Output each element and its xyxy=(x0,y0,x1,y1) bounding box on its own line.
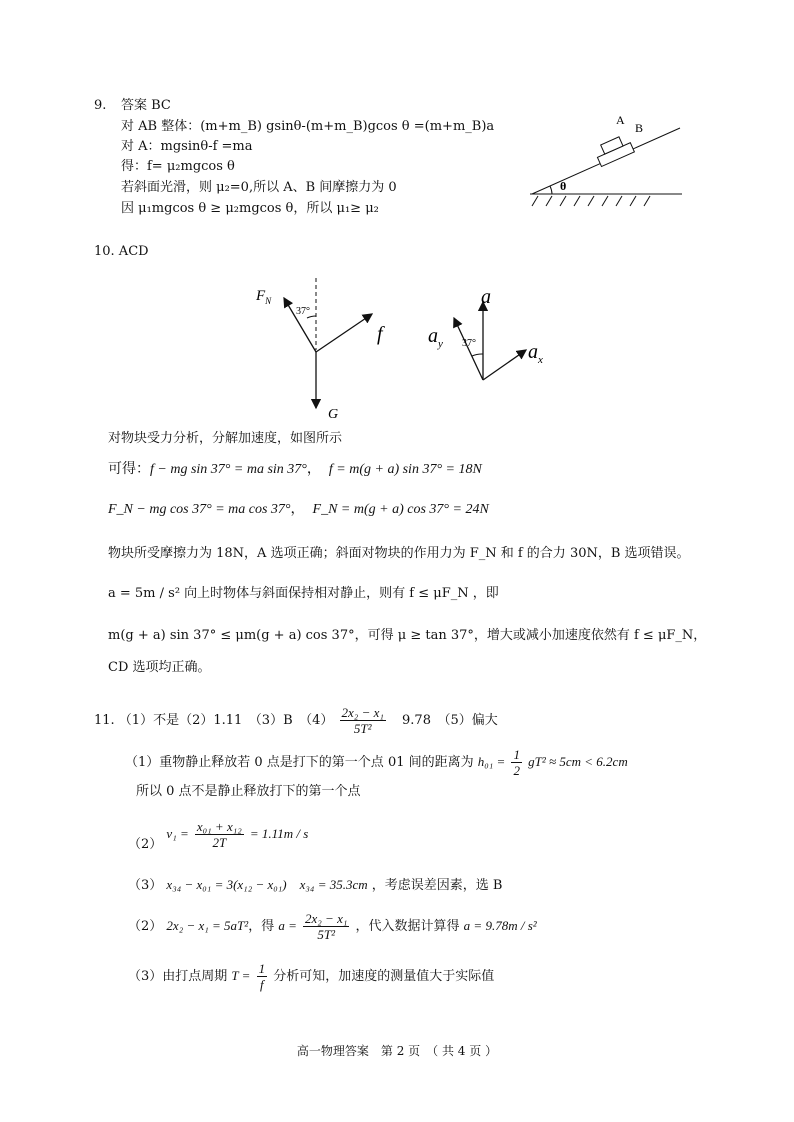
q9-line1: 对 AB 整体：(m+m_B) gsinθ-(m+m_B)gcos θ =(m+m_B)a xyxy=(121,119,495,134)
q10-para4: CD 选项均正确。 xyxy=(108,660,211,675)
q11-step3: （3） x₃₄ − x₀₁ = 3(x₁₂ − x₀₁) x₃₄ = 35.3cm ，考虑误差因素，选 B xyxy=(128,877,503,893)
accel-ay-arrow xyxy=(454,318,483,380)
q10-intro: 对物块受力分析，分解加速度，如图所示 xyxy=(108,431,343,446)
q9-line5: 因 μ₁mgcos θ ≥ μ₂mgcos θ，所以 μ₁≥ μ₂ xyxy=(121,201,379,216)
svg-text:ay: $a_y$ xyxy=(428,325,443,350)
svg-text:G: G xyxy=(328,407,339,422)
q10-eq1: 可得：f − mg sin 37° = ma sin 37°， f = m(g + a) sin 37° = 18N xyxy=(108,461,482,477)
q10-eq2: F_N − mg cos 37° = ma cos 37°， F_N = m(g + a) cos 37° = 24N xyxy=(108,501,489,517)
svg-text:a: a xyxy=(481,286,491,308)
q11-step1-conclusion: 所以 0 点不是静止释放打下的第一个点 xyxy=(136,784,361,799)
q9-line2: 对 A：mgsinθ-f =ma xyxy=(121,139,253,154)
q10-para1: 物块所受摩擦力为 18N，A 选项正确；斜面对物块的作用力为 F_N 和 f 的合力 30N，B 选项错误。 xyxy=(108,546,690,561)
q9-line4: 若斜面光滑，则 μ₂=0,所以 A、B 间摩擦力为 0 xyxy=(121,180,397,195)
q11-step2: （2） v₁ = $\frac{\text{x₀₁ + x₁₂}}{2T}$ = 1.11m / s xyxy=(128,819,309,852)
svg-text:FN: $F_N$ xyxy=(256,288,272,306)
q10-para3: m(g + a) sin 37° ≤ μm(g + a) cos 37°，可得 μ ≥ tan 37°，增大或减小加速度依然有 f ≤ μF_N， xyxy=(108,628,707,643)
incline-diagram xyxy=(520,110,690,215)
friction-arrow xyxy=(316,314,372,352)
q11-step4: （2） 2x₂ − x₁ = 5aT²，得 a = $\frac{\text{2x₂ − x₁}}{\text{5T²}}$ ，代入数据计算得 a = 9.78m / s² xyxy=(128,911,537,942)
q9-number: 9. xyxy=(94,98,107,113)
q11-step5: （3）由打点周期 T = $\frac{1}{f}$ 分析可知，加速度的测量值大于实际值 xyxy=(128,961,495,992)
q9-line3: 得：f= μ₂mgcos θ xyxy=(121,159,235,174)
q9-answer: 答案 BC xyxy=(121,98,171,113)
force-diagram xyxy=(250,270,570,425)
accel-ax-arrow xyxy=(483,350,526,380)
block-b-label: B xyxy=(635,121,644,135)
page-footer: 高一物理答案 第 2 页 （ 共 4 页 ） xyxy=(296,1044,498,1058)
svg-text:37°: 37° xyxy=(462,338,476,349)
q11-step1: （1）重物静止释放若 0 点是打下的第一个点 01 间的距离为 h₀₁ = $\frac{1}{2}$ gT² ≈ 5cm < 6.2cm xyxy=(125,747,628,778)
q10-para2: a = 5m / s² 向上时物体与斜面保持相对静止，则有 f ≤ μF_N ，即 xyxy=(108,586,499,601)
q11-answers: 11. （1）不是（2）1.11 （3）B （4） $\frac{\text{2x₂ − x₁}}{\text{5T²}}$ 9.78 （5）偏大 xyxy=(94,705,498,736)
q10-number: 10. ACD xyxy=(94,244,149,259)
svg-text:f: f xyxy=(377,323,383,345)
theta-label: θ xyxy=(560,179,567,193)
block-a-label: A xyxy=(616,113,625,127)
svg-text:37°: 37° xyxy=(296,306,310,317)
svg-text:ax: $a_x$ xyxy=(528,341,543,366)
